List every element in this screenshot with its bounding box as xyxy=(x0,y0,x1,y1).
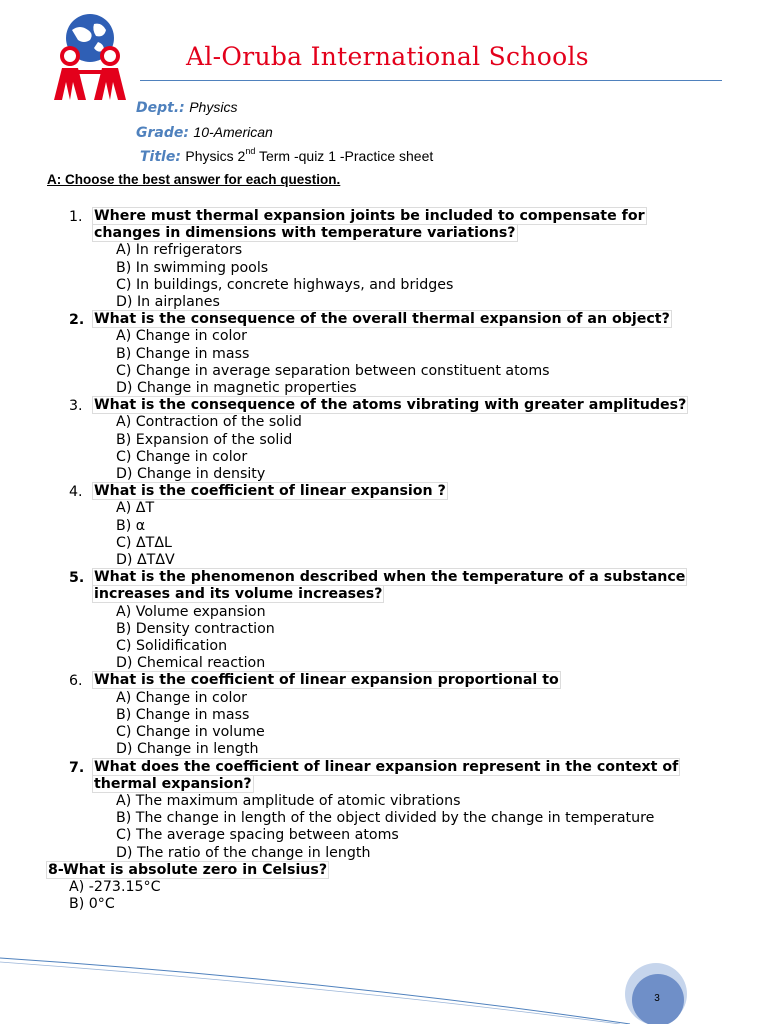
option: C) In buildings, concrete highways, and bridges xyxy=(116,276,454,293)
question-4 xyxy=(0,483,768,569)
question-number: 3. xyxy=(69,398,83,415)
option: B) 0°C xyxy=(69,896,115,913)
question-1 xyxy=(0,208,768,311)
question-number: 4. xyxy=(69,484,83,501)
footer-decoration xyxy=(0,950,768,1024)
option: C) The average spacing between atoms xyxy=(116,827,399,844)
question-number: 1. xyxy=(69,209,83,225)
question-text-content: What is the coefficient of linear expansion ? xyxy=(94,483,446,500)
question-text xyxy=(92,397,702,414)
option: D) Change in density xyxy=(116,466,266,483)
option: B) The change in length of the object divided by the change in temperature xyxy=(116,810,655,827)
option-list xyxy=(0,500,768,569)
question-text-content: What is the consequence of the overall thermal expansion of an object? xyxy=(94,311,670,328)
title-label: Title: xyxy=(140,149,181,165)
option: A) Change in color xyxy=(116,689,247,706)
option: D) Chemical reaction xyxy=(116,655,266,672)
question-number: 5. xyxy=(69,570,85,587)
option-list xyxy=(0,879,768,913)
question-6 xyxy=(0,672,768,758)
footer-curve xyxy=(0,958,630,1024)
question-list xyxy=(0,208,768,913)
section-a-heading: A: Choose the best answer for each question. xyxy=(47,172,341,187)
option: A) Change in color xyxy=(116,328,247,345)
option-list xyxy=(0,793,768,862)
question-8 xyxy=(0,862,768,914)
title-value xyxy=(185,148,433,164)
question-text xyxy=(46,862,768,879)
question-text-content: 8-What is absolute zero in Celsius? xyxy=(48,861,328,878)
option-list xyxy=(0,242,768,311)
option: B) α xyxy=(116,517,146,534)
option: A) ΔT xyxy=(116,500,155,517)
question-text xyxy=(92,208,702,242)
option: C) Change in average separation between constituent atoms xyxy=(116,362,550,379)
question-3 xyxy=(0,397,768,483)
option: B) Change in mass xyxy=(116,345,250,362)
option: C) Solidification xyxy=(116,638,228,655)
option: D) In airplanes xyxy=(116,294,220,311)
question-2 xyxy=(0,311,768,397)
page-number: 3 xyxy=(654,993,660,1004)
option: D) Change in length xyxy=(116,741,259,758)
school-logo xyxy=(40,12,140,102)
option: A) The maximum amplitude of atomic vibrations xyxy=(116,792,461,809)
option-list xyxy=(0,604,768,673)
question-text xyxy=(92,483,702,500)
question-5 xyxy=(0,569,768,672)
question-text xyxy=(92,759,702,793)
option: A) -273.15°C xyxy=(69,878,161,895)
option: A) Volume expansion xyxy=(116,603,266,620)
question-text-content: What is the consequence of the atoms vibrating with greater amplitudes? xyxy=(94,397,687,414)
question-text xyxy=(92,569,702,603)
grade-label: Grade: xyxy=(136,125,189,141)
dept-label: Dept.: xyxy=(136,100,185,116)
question-text-content: What does the coefficient of linear expansion represent in the context of thermal expansion? xyxy=(94,758,679,792)
question-text-content: What is the coefficient of linear expansion proportional to xyxy=(94,672,559,689)
question-text xyxy=(92,672,702,689)
question-number: 6. xyxy=(69,673,83,690)
title-post: Term -quiz 1 -Practice sheet xyxy=(255,148,434,164)
dept-line xyxy=(136,99,237,116)
footer-curve-secondary xyxy=(0,962,620,1024)
question-text-content: What is the phenomenon described when the temperature of a substance increases and its volume increases? xyxy=(94,569,686,603)
option: A) Contraction of the solid xyxy=(116,414,302,431)
question-7 xyxy=(0,759,768,862)
dept-value: Physics xyxy=(189,99,238,115)
option: C) Change in volume xyxy=(116,724,265,741)
option: B) Change in mass xyxy=(116,706,250,723)
option: A) In refrigerators xyxy=(116,242,243,259)
grade-line xyxy=(136,124,273,141)
option: B) Expansion of the solid xyxy=(116,431,293,448)
question-number: 2. xyxy=(69,312,85,329)
option-list xyxy=(0,414,768,483)
grade-value: 10-American xyxy=(193,124,273,140)
question-text xyxy=(92,311,702,328)
option: C) ΔTΔL xyxy=(116,534,172,551)
title-pre: Physics 2 xyxy=(185,148,246,164)
title-sup: nd xyxy=(245,146,256,157)
option: B) Density contraction xyxy=(116,620,275,637)
option-list xyxy=(0,328,768,397)
option: D) The ratio of the change in length xyxy=(116,844,371,861)
option: D) ΔTΔV xyxy=(116,552,175,569)
question-text-content: Where must thermal expansion joints be included to compensate for changes in dimensions with temperature variations? xyxy=(94,208,645,242)
school-name: Al-Oruba International Schools xyxy=(186,42,589,71)
option: C) Change in color xyxy=(116,448,248,465)
title-line xyxy=(140,148,433,165)
option-list xyxy=(0,690,768,759)
option: D) Change in magnetic properties xyxy=(116,380,357,397)
question-number: 7. xyxy=(69,759,85,776)
option: B) In swimming pools xyxy=(116,259,269,276)
header-divider xyxy=(140,80,722,81)
